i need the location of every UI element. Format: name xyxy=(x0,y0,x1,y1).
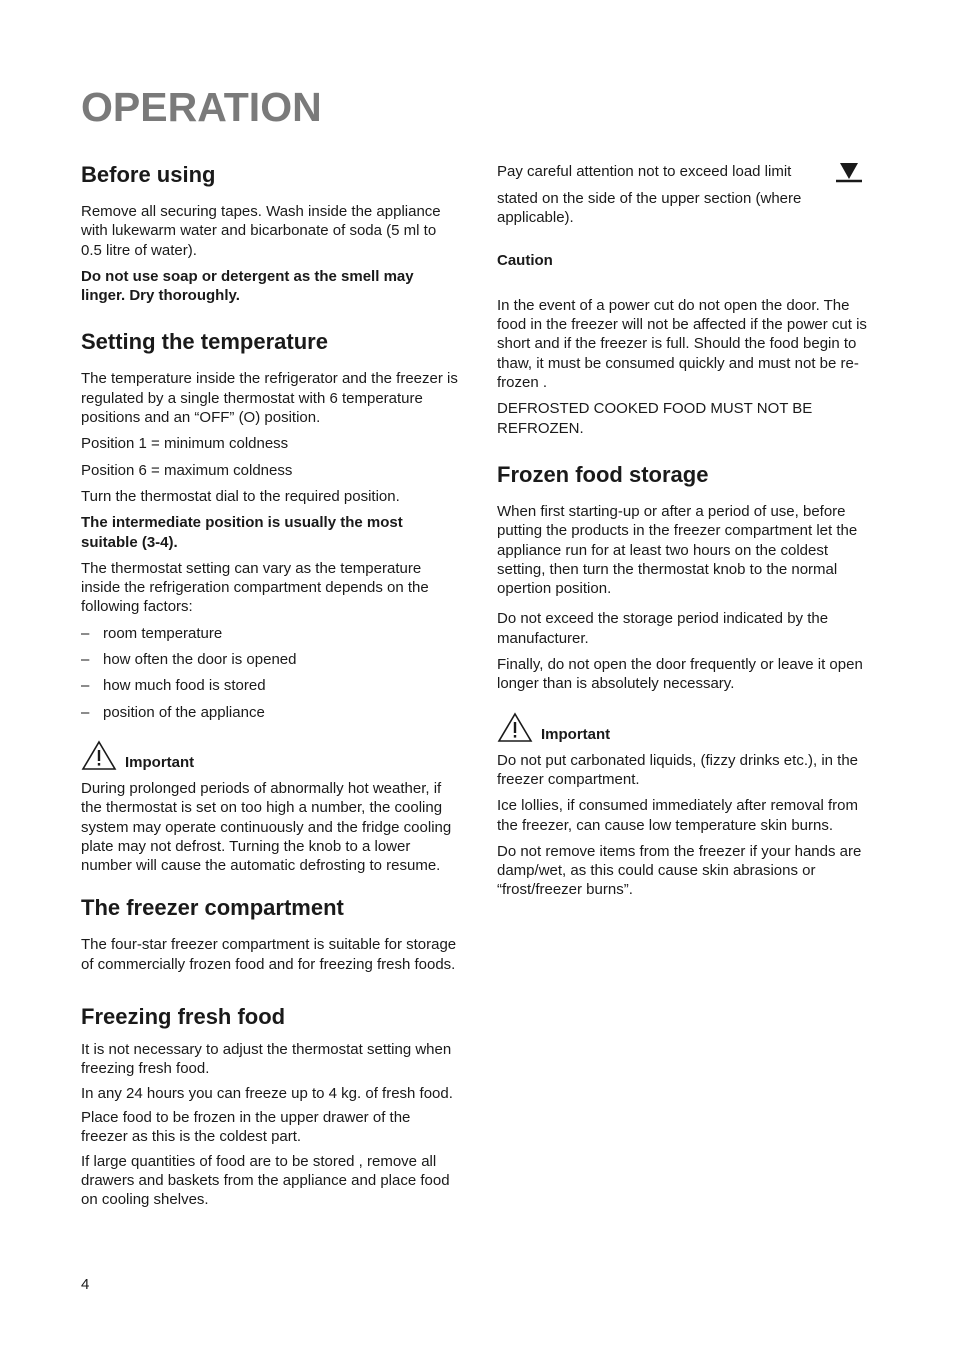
freezing-fresh-food-heading: Freezing fresh food xyxy=(81,1004,286,1030)
factors-list xyxy=(81,624,461,722)
important-text-2: Ice lollies, if consumed immediately after removal from the freezer, can cause low temperature skin burns. xyxy=(497,797,858,834)
before-using-heading: Before using xyxy=(81,162,216,187)
frozen-storage-text-3: Finally, do not open the door frequently or leave it open longer than is absolutely necessary. xyxy=(497,656,863,693)
dash-bullet: – xyxy=(81,703,90,721)
important-heading xyxy=(81,740,461,771)
warning-triangle-icon xyxy=(81,740,117,771)
freezing-fresh-food-section xyxy=(81,1004,461,1209)
load-limit-line xyxy=(497,162,877,184)
load-limit-text-2: stated on the side of the upper section (where applicable). xyxy=(497,190,802,227)
position-min: Position 1 = minimum coldness xyxy=(81,435,289,453)
caution-heading: Caution xyxy=(497,251,553,269)
right-column xyxy=(497,162,877,907)
important-text-1: Do not put carbonated liquids, (fizzy drinks etc.), in the freezer compartment. xyxy=(497,751,859,788)
dash-bullet: – xyxy=(81,624,90,642)
list-item xyxy=(81,703,461,722)
setting-temperature-section xyxy=(81,329,461,875)
dash-bullet: – xyxy=(81,677,90,695)
important-label: Important xyxy=(125,753,195,771)
left-column xyxy=(81,162,461,1216)
freezer-compartment-text: The four-star freezer compartment is suitable for storage of commercially frozen food and for freezing fresh foods. xyxy=(81,936,457,973)
frozen-food-storage-section xyxy=(497,462,877,900)
factor-text: position of the appliance xyxy=(103,703,265,721)
frozen-storage-text-1: When first starting-up or after a period of use, before putting the products in the freezer compartment let the appliance run for at least two hours on the coldest setting, then turn the thermostat knob to the normal opertion position. xyxy=(497,502,858,598)
position-max: Position 6 = maximum coldness xyxy=(81,461,293,479)
before-using-warning: Do not use soap or detergent as the smell may linger. Dry thoroughly. xyxy=(81,267,414,305)
frozen-storage-text-2: Do not exceed the storage period indicated by the manufacturer. xyxy=(497,610,829,647)
important-text: During prolonged periods of abnormally hot weather, if the thermostat is set on too high a number, the cooling system may operate continuously and the fridge cooling plate may not defrost. Turning the knob to a lower number will cause the automatic defrosting to resume. xyxy=(81,779,452,875)
caution-warning: DEFROSTED COOKED FOOD MUST NOT BE REFROZEN. xyxy=(497,400,813,437)
caution-text: In the event of a power cut do not open the door. The food in the freezer will not be affected if the power cut is short and if the freezer is full. Should the food begin to thaw, it must be consumed quickly and must not be re-frozen . xyxy=(497,296,867,392)
load-limit-section xyxy=(497,162,877,228)
freezing-text-4: If large quantities of food are to be stored , remove all drawers and baskets from the appliance and place food on cooling shelves. xyxy=(81,1152,450,1209)
freezer-compartment-section xyxy=(81,895,461,974)
freezing-text-1: It is not necessary to adjust the thermostat setting when freezing fresh food. xyxy=(81,1041,452,1078)
freezer-compartment-heading: The freezer compartment xyxy=(81,895,344,921)
factors-intro: The thermostat setting can vary as the temperature inside the refrigeration compartment depends on the following factors: xyxy=(81,559,429,616)
freezing-text-2: In any 24 hours you can freeze up to 4 kg. of fresh food. xyxy=(81,1084,453,1102)
important-text-3: Do not remove items from the freezer if your hands are damp/wet, as this could cause skin abrasions or “frost/freezer burns”. xyxy=(497,842,862,899)
frozen-food-storage-heading: Frozen food storage xyxy=(497,461,709,487)
load-limit-icon xyxy=(834,162,864,184)
list-item xyxy=(81,650,461,669)
intermediate-position-note: The intermediate position is usually the most suitable (3-4). xyxy=(81,514,403,551)
before-using-text: Remove all securing tapes. Wash inside the appliance with lukewarm water and bicarbonate of soda (5 ml to 0.5 litre of water). xyxy=(81,203,441,259)
warning-triangle-icon xyxy=(497,712,533,743)
factor-text: how much food is stored xyxy=(103,677,266,695)
caution-section xyxy=(497,251,877,438)
important-heading xyxy=(497,712,877,743)
before-using-section xyxy=(81,162,461,305)
setting-temperature-heading: Setting the temperature xyxy=(81,329,328,355)
setting-temperature-intro: The temperature inside the refrigerator and the freezer is regulated by a single thermostat with 6 temperature positions and an “OFF” (O) position. xyxy=(81,370,458,427)
page-number: 4 xyxy=(81,1276,90,1293)
freezing-text-3: Place food to be frozen in the upper drawer of the freezer as this is the coldest part. xyxy=(81,1108,411,1146)
load-limit-text-1: Pay careful attention not to exceed load limit xyxy=(497,163,792,180)
page-title: OPERATION xyxy=(81,84,322,130)
factor-text: how often the door is opened xyxy=(103,651,297,669)
factor-text: room temperature xyxy=(103,624,223,642)
list-item xyxy=(81,676,461,695)
turn-dial-text: Turn the thermostat dial to the required position. xyxy=(81,487,400,505)
list-item xyxy=(81,624,461,643)
important-label: Important xyxy=(541,725,611,743)
dash-bullet: – xyxy=(81,651,90,669)
